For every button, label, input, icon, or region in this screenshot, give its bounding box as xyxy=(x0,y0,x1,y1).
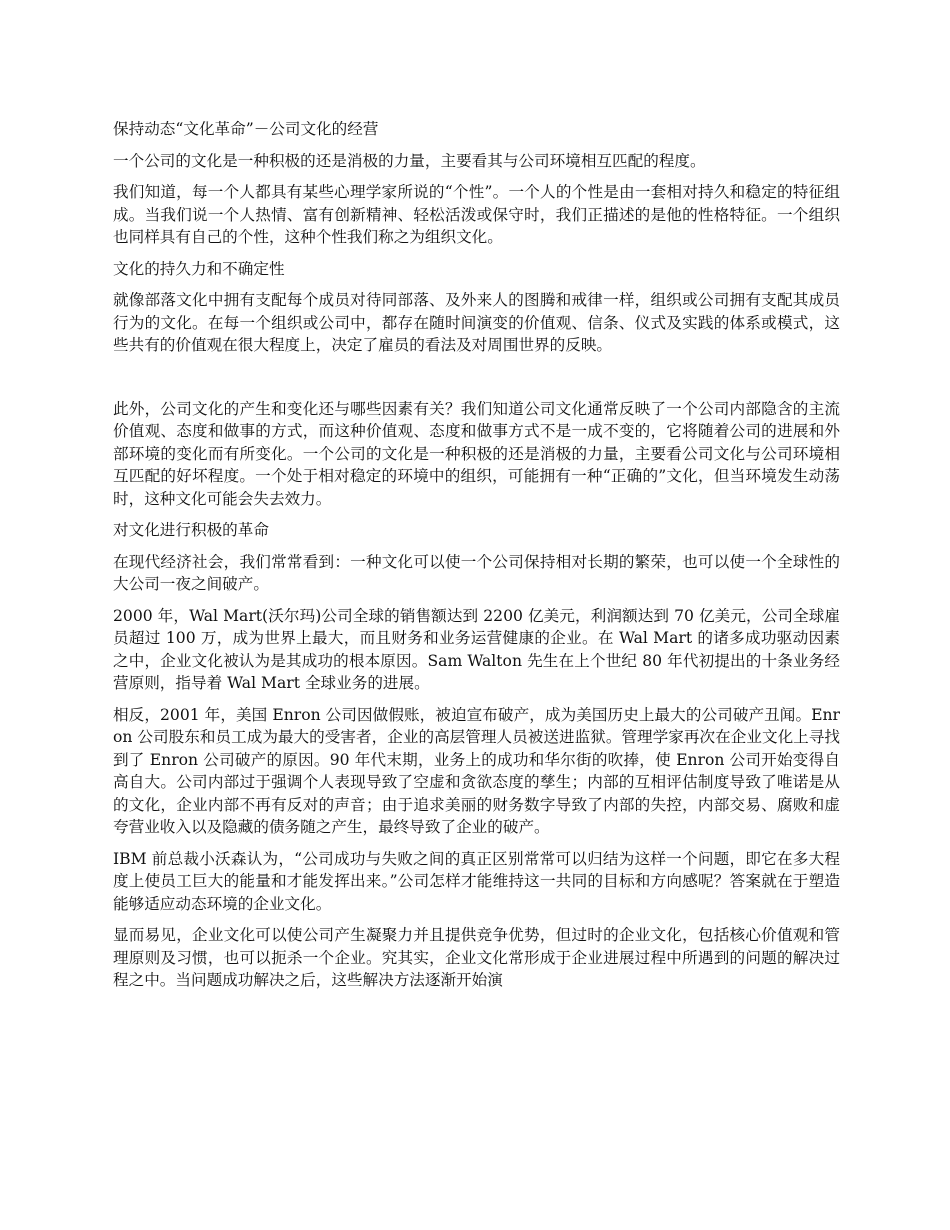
section-heading-durability: 文化的持久力和不确定性 xyxy=(113,259,285,278)
paragraph-4: 此外，公司文化的产生和变化还与哪些因素有关？我们知道公司文化通常反映了一个公司内部隐含的主流价值观、态度和做事的方式，而这种价值观、态度和做事方式不是一成不变的，它将随着公司的进展和外部环境的变化而有所变化。一个公司的文化是一种积极的还是消极的力量，主要看公司文化与公司环境相互匹配的好坏程度。一个处于相对稳定的环境中的组织，可能拥有一种“正确的”文化，但当环境发生动荡时，这种文化可能会失去效力。 xyxy=(113,399,840,508)
paragraph-9: 显而易见，企业文化可以使公司产生凝聚力并且提供竞争优势，但过时的企业文化，包括核心价值观和管理原则及习惯，也可以扼杀一个企业。究其实，企业文化常形成于企业进展过程中所遇到的问题的解决过程之中。当问题成功解决之后，这些解决方法逐渐开始演 xyxy=(113,926,840,989)
paragraph-1: 一个公司的文化是一种积极的还是消极的力量，主要看其与公司环境相互匹配的程度。 xyxy=(113,151,706,170)
paragraph-3: 就像部落文化中拥有支配每个成员对待同部落、及外来人的图腾和戒律一样，组织或公司拥有支配其成员行为的文化。在每一个组织或公司中，都存在随时间演变的价值观、信条、仪式及实践的体系或模式，这些共有的价值观在很大程度上，决定了雇员的看法及对周围世界的反映。 xyxy=(113,291,840,354)
section-heading-revolution: 对文化进行积极的革命 xyxy=(113,521,269,539)
document-title: 保持动态“文化革命”－公司文化的经营 xyxy=(113,120,379,138)
blank-spacer xyxy=(113,366,840,398)
paragraph-2: 我们知道，每一个人都具有某些心理学家所说的“个性”。一个人的个性是由一套相对持久和稳定的特征组成。当我们说一个人热情、富有创新精神、轻松活泼或保守时，我们正描述的是他的性格特征。一个组织也同样具有自己的个性，这种个性我们称之为组织文化。 xyxy=(113,183,840,246)
document-page xyxy=(113,118,840,1001)
paragraph-7: 相反，2001 年，美国 Enron 公司因做假账，被迫宣布破产，成为美国历史上最大的公司破产丑闻。Enron 公司股东和员工成为最大的受害者，企业的高层管理人员被送进监狱。管理学家再次在企业文化上寻找到了 Enron 公司破产的原因。90 年代末期，业务上的成功和华尔街的吹捧，使 Enron 公司开始变得自高自大。公司内部过于强调个人表现导致了空虚和贪欲态度的孳生；内部的互相评估制度导致了唯诺是从的文化，企业内部不再有反对的声音；由于追求美丽的财务数字导致了内部的失控，内部交易、腐败和虚夸营业收入以及隐藏的债务随之产生，最终导致了企业的破产。 xyxy=(113,705,840,836)
paragraph-5: 在现代经济社会，我们常常看到：一种文化可以使一个公司保持相对长期的繁荣，也可以使一个全球性的大公司一夜之间破产。 xyxy=(113,552,840,593)
paragraph-8: IBM 前总裁小沃森认为，“公司成功与失败之间的真正区别常常可以归结为这样一个问题，即它在多大程度上使员工巨大的能量和才能发挥出来。”公司怎样才能维持这一共同的目标和方向感呢？答案就在于塑造能够适应动态环境的企业文化。 xyxy=(113,849,840,913)
paragraph-6: 2000 年，Wal Mart(沃尔玛)公司全球的销售额达到 2200 亿美元，利润额达到 70 亿美元，公司全球雇员超过 100 万，成为世界上最大，而且财务和业务运营健康的企业。在 Wal Mart 的诸多成功驱动因素之中，企业文化被认为是其成功的根本原因。Sam Walton 先生在上个世纪 80 年代初提出的十条业务经营原则，指导着 Wal Mart 全球业务的进展。 xyxy=(113,606,840,692)
